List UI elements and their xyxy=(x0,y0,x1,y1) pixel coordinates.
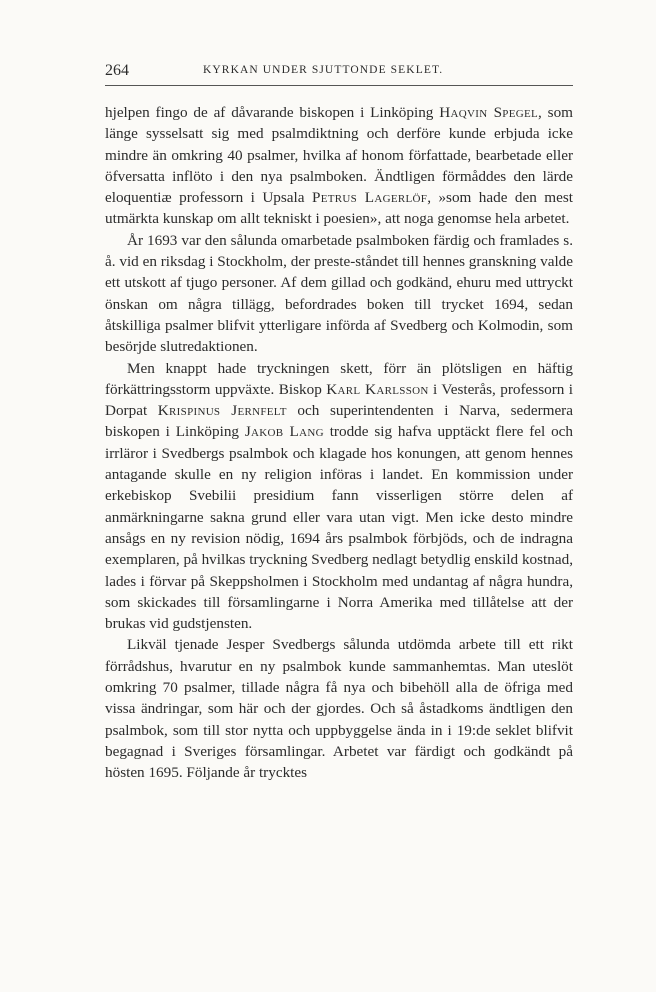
text-run: Men knappt hade tryckningen skett, förr än plötsligen en häftig förkättringsstorm uppväxte. Biskop xyxy=(105,359,573,398)
document-page xyxy=(105,60,573,784)
paragraph xyxy=(105,358,573,635)
text-run: och superintendenten i Narva, sedermera biskopen i Linköping xyxy=(105,402,573,441)
text-run: , »som hade den mest utmärkta kunskap om allt tekniskt i poesien», att noga genomse hela arbetet. xyxy=(105,189,573,228)
running-header xyxy=(105,60,573,88)
text-run: trodde sig hafva upptäckt flere fel och irrläror i Svedbergs psalmbok och klagade hos konungen, att genom hennes antagande skulle en ny religion införas i landet. En kommission under erkebiskop Svebilii presidium fann visserligen större delen af anmärkningarne sakna grund eller vara utan vigt. Men icke desto mindre ansågs en ny revision nödig, 1694 års psalmbok förbjöds, och de indragna exemplaren, på hvilkas tryckning Svedberg nedlagt betydlig enskild kostnad, lades i förvar på Skeppsholmen i Stockholm med undantag af några hundra, som skickades till församlingarne i Norra Amerika med tillåtelse att der brukas vid gudstjensten. xyxy=(105,423,574,633)
paragraph xyxy=(105,102,573,230)
person-name: Haqvin Spegel xyxy=(439,104,539,121)
person-name: Petrus Lagerlöf xyxy=(311,189,428,207)
text-run: Likväl tjenade Jesper Svedbergs sålunda utdömda arbete till ett rikt förrådshus, hvarutur en ny psalmbok kunde sammanhemtas. Man uteslöt omkring 70 psalmer, tillade några få nya och bibehöll alla de öfriga med vissa ändringar, som här och der gjordes. Och så åstadkoms ändtligen den psalmbok, som till stor nytta och uppbyggelse ända in i 19:de seklet blifvit begagnad i Sveriges församlingar. Arbetet var färdigt och godkändt på hösten 1695. Följande år trycktes xyxy=(105,636,573,782)
text-run: , som länge sysselsatt sig med psalmdiktning och derföre kunde erbjuda icke mindre än omkring 40 psalmer, hvilka af honom författade, bearbetade eller öfversatta inflöto i den nya psalmboken. Ändtligen förmåddes den lärde eloquentiæ professorn i Upsala xyxy=(105,104,573,207)
paragraph xyxy=(105,230,573,358)
header-rule xyxy=(105,85,573,86)
running-title: KYRKAN UNDER SJUTTONDE SEKLET. xyxy=(203,64,444,76)
body-text xyxy=(105,102,573,784)
paragraph xyxy=(105,634,573,783)
text-run: i Vesterås, professorn i Dorpat xyxy=(105,380,573,420)
text-run: hjelpen fingo de af dåvarande biskopen i Linköping xyxy=(105,104,440,121)
person-name: Krispinus Jernfelt xyxy=(157,402,287,420)
person-name: Jakob Lang xyxy=(244,423,324,441)
text-run: År 1693 var den sålunda omarbetade psalmboken färdig och framlades s. å. vid en riksdag i Stockholm, der preste-ståndet till hennes granskning valde ett utskott af tjugo personer. Af dem gillad och godkänd, ehuru med uttryckt önskan om några tillägg, befordrades boken till trycket 1694, sedan åtskilliga psalmer blifvit ytterligare införda af Svedberg och Kolmodin, som besörjde slutredaktionen. xyxy=(105,231,573,356)
person-name: Karl Karlsson xyxy=(326,380,429,398)
page-number: 264 xyxy=(105,62,129,79)
